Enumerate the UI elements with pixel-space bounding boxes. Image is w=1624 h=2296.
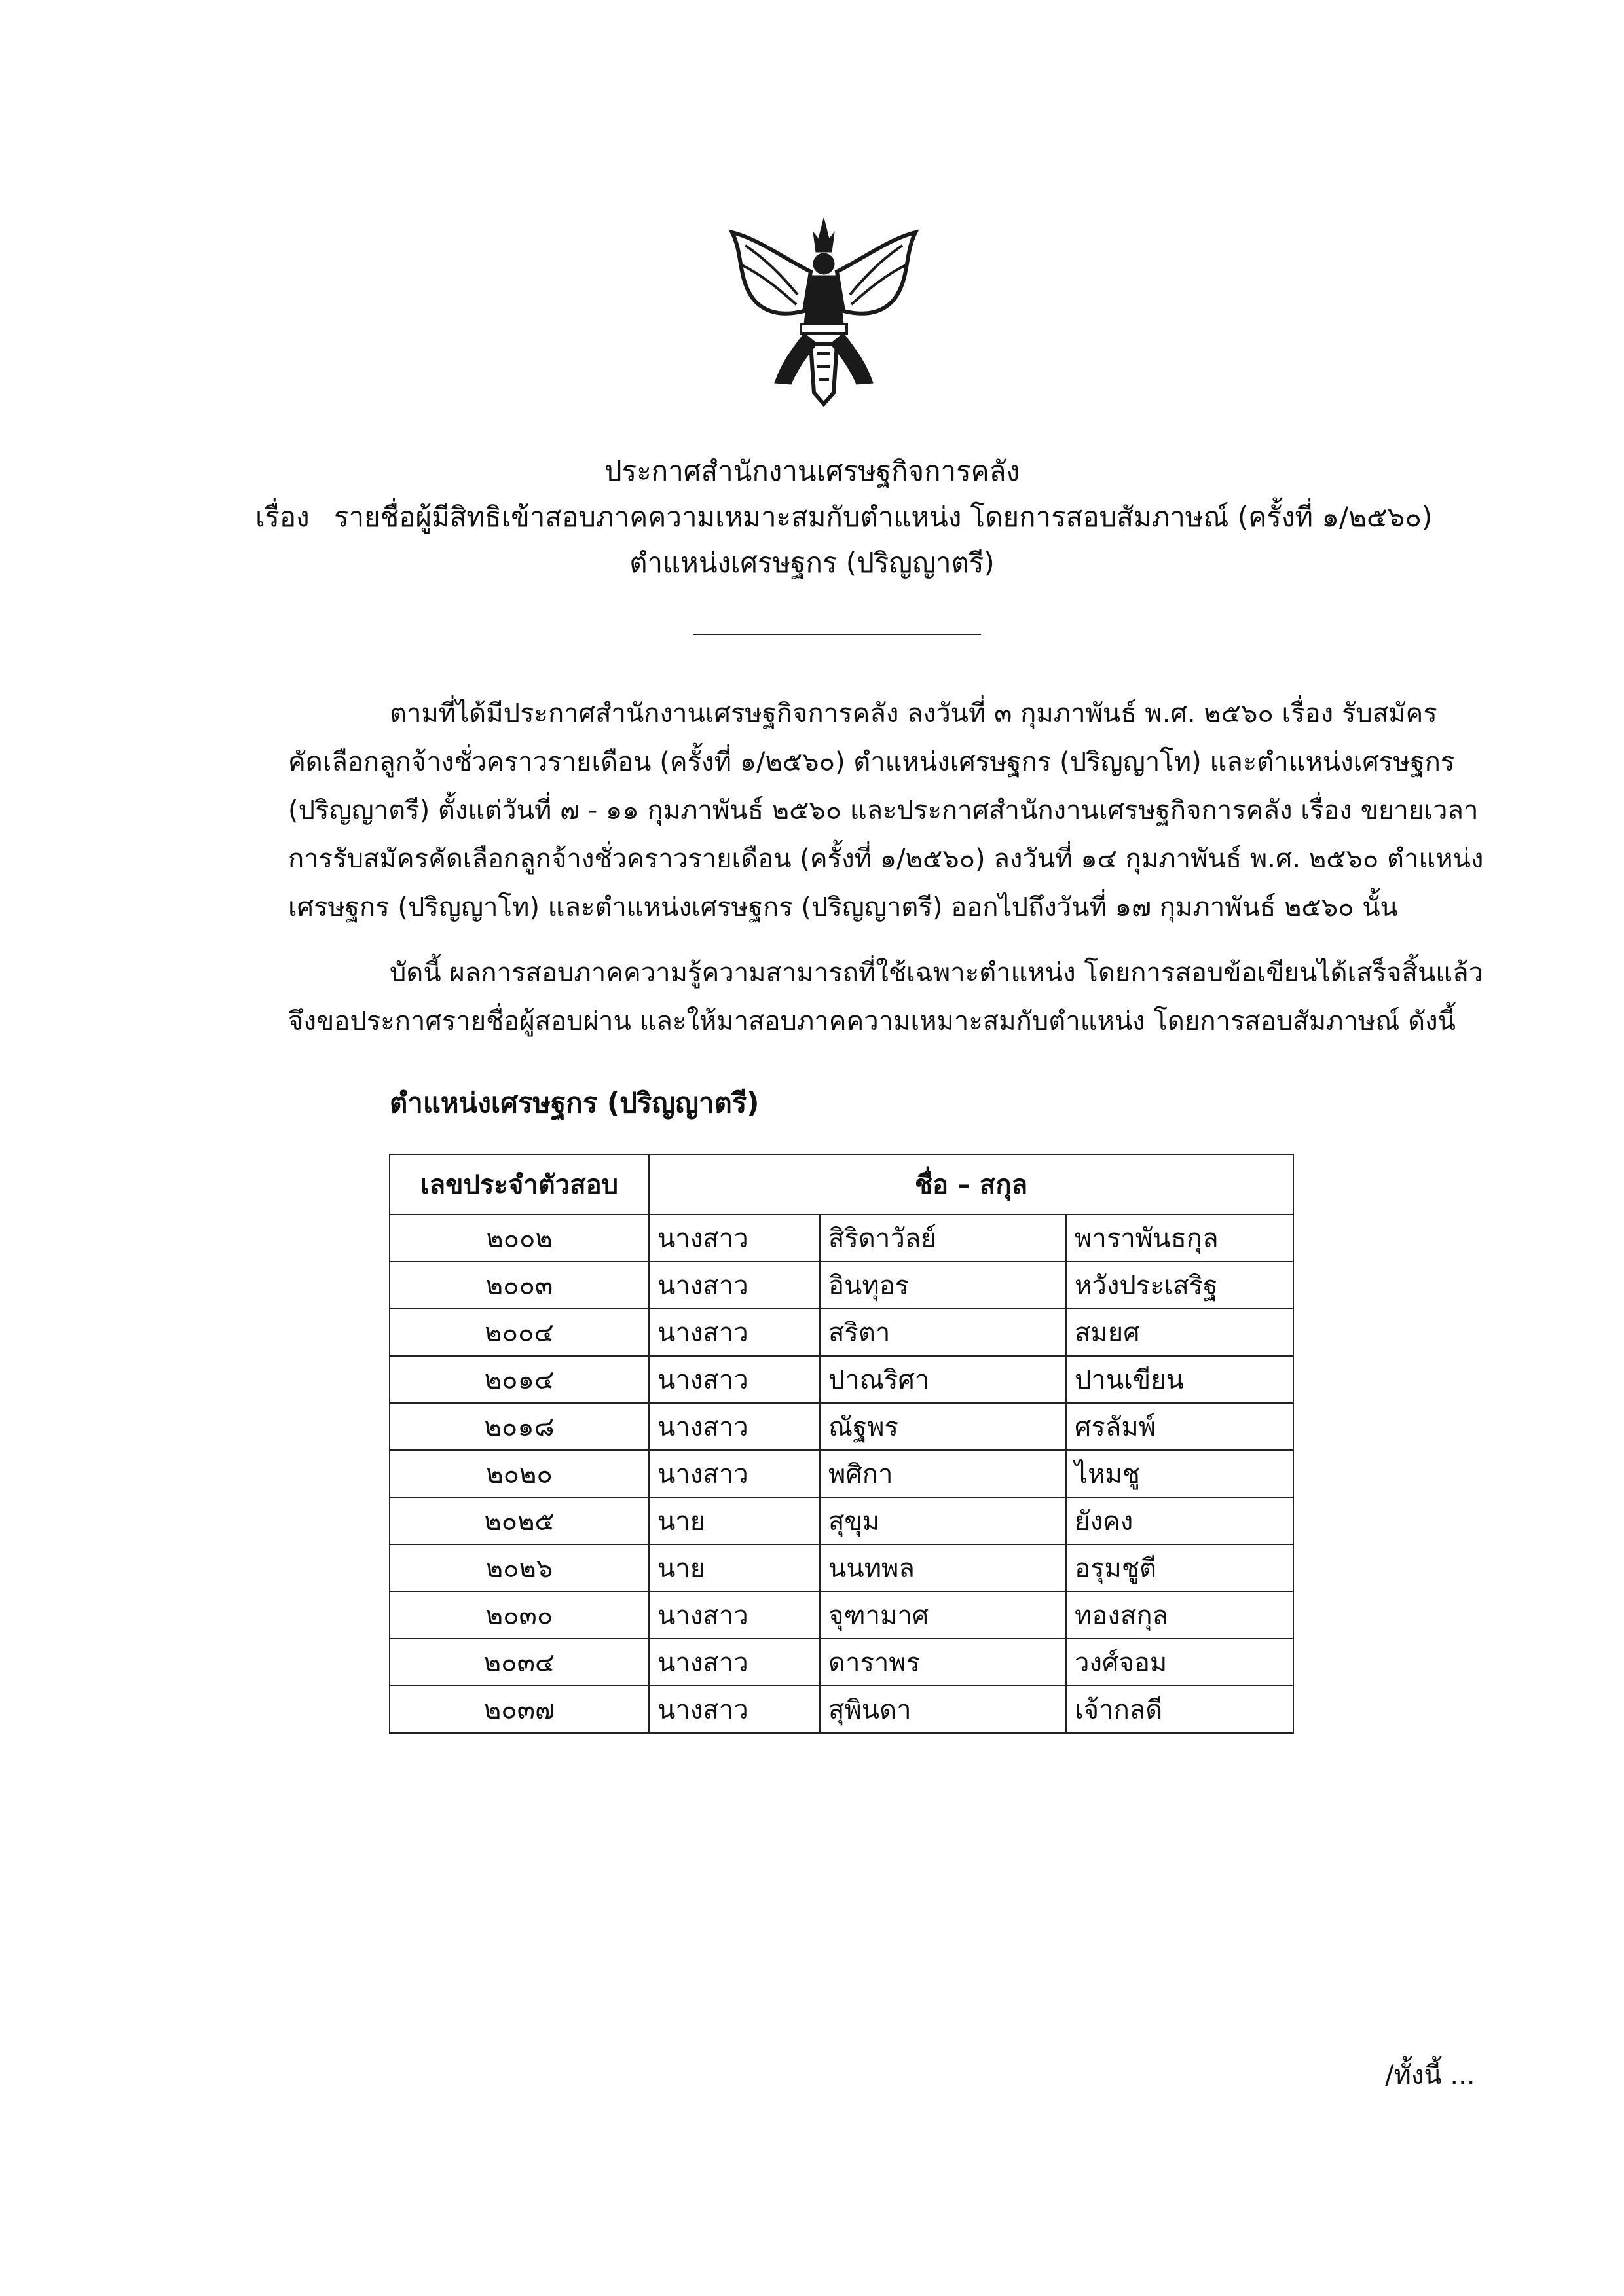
announcement-title: ประกาศสำนักงานเศรษฐกิจการคลัง [604, 455, 1020, 487]
name-title-cell: นางสาว [649, 1309, 820, 1356]
last-name-cell: หวังประเสริฐ [1066, 1262, 1293, 1309]
exam-id-cell: ๒๐๓๔ [390, 1639, 649, 1686]
first-name-cell: สุขุม [820, 1497, 1066, 1544]
first-name-cell: ปาณริศา [820, 1356, 1066, 1403]
last-name-cell: วงศ์จอม [1066, 1639, 1293, 1686]
first-name-cell: พศิกา [820, 1450, 1066, 1497]
first-name-cell: จุฑามาศ [820, 1592, 1066, 1639]
name-title-cell: นางสาว [649, 1592, 820, 1639]
position-heading: ตำแหน่งเศรษฐกร (ปริญญาตรี) [629, 547, 995, 579]
subject-label: เรื่อง [255, 501, 310, 533]
first-name-cell: ดาราพร [820, 1639, 1066, 1686]
exam-id-cell: ๒๐๐๒ [390, 1214, 649, 1262]
garuda-emblem-icon [719, 213, 929, 409]
exam-id-cell: ๒๐๑๔ [390, 1356, 649, 1403]
table-row [390, 1309, 1293, 1356]
first-name-cell: ณัฐพร [820, 1403, 1066, 1450]
first-name-cell: สิริดาวัลย์ [820, 1214, 1066, 1262]
table-row [390, 1262, 1293, 1309]
name-title-cell: นางสาว [649, 1262, 820, 1309]
exam-id-cell: ๒๐๐๔ [390, 1309, 649, 1356]
paragraph-line: การรับสมัครคัดเลือกลูกจ้างชั่วคราวรายเดือน (ครั้งที่ ๑/๒๕๖๐) ลงวันที่ ๑๔ กุมภาพันธ์ พ.ศ. ๒๕๖๐ ตำแหน่ง [288, 844, 1484, 874]
last-name-cell: ปานเขียน [1066, 1356, 1293, 1403]
subject-text: รายชื่อผู้มีสิทธิเข้าสอบภาคความเหมาะสมกับตำแหน่ง โดยการสอบสัมภาษณ์ (ครั้งที่ ๑/๒๕๖๐) [334, 501, 1433, 533]
header-exam-id: เลขประจำตัวสอบ [390, 1154, 649, 1214]
paragraph-line: (ปริญญาตรี) ตั้งแต่วันที่ ๗ - ๑๑ กุมภาพันธ์ ๒๕๖๐ และประกาศสำนักงานเศรษฐกิจการคลัง เรื่อง ขยายเวลา [288, 795, 1479, 826]
exam-id-cell: ๒๐๒๖ [390, 1544, 649, 1592]
table-row [390, 1403, 1293, 1450]
last-name-cell: พาราพันธกุล [1066, 1214, 1293, 1262]
table-row [390, 1639, 1293, 1686]
table-row [390, 1544, 1293, 1592]
first-name-cell: อินทุอร [820, 1262, 1066, 1309]
paragraph-line: ตามที่ได้มีประกาศสำนักงานเศรษฐกิจการคลัง ลงวันที่ ๓ กุมภาพันธ์ พ.ศ. ๒๕๖๐ เรื่อง รับสมัคร [390, 699, 1437, 729]
name-title-cell: นางสาว [649, 1450, 820, 1497]
paragraph-line: คัดเลือกลูกจ้างชั่วคราวรายเดือน (ครั้งที่ ๑/๒๕๖๐) ตำแหน่งเศรษฐกร (ปริญญาโท) และตำแหน่งเศรษฐกร [288, 747, 1455, 777]
title-divider [693, 634, 981, 635]
name-title-cell: นางสาว [649, 1356, 820, 1403]
paragraph-line: บัดนี้ ผลการสอบภาคความรู้ความสามารถที่ใช้เฉพาะตำแหน่ง โดยการสอบข้อเขียนได้เสร็จสิ้นแล้ว [390, 958, 1484, 988]
last-name-cell: ทองสกุล [1066, 1592, 1293, 1639]
section-title: ตำแหน่งเศรษฐกร (ปริญญาตรี) [390, 1087, 760, 1119]
last-name-cell: ศรลัมพ์ [1066, 1403, 1293, 1450]
exam-id-cell: ๒๐๑๘ [390, 1403, 649, 1450]
candidate-table [389, 1154, 1294, 1734]
name-title-cell: นาย [649, 1544, 820, 1592]
last-name-cell: ไหมชู [1066, 1450, 1293, 1497]
exam-id-cell: ๒๐๓๗ [390, 1686, 649, 1733]
name-title-cell: นางสาว [649, 1214, 820, 1262]
subject-line [255, 498, 1432, 537]
table-row [390, 1497, 1293, 1544]
table-row [390, 1356, 1293, 1403]
paragraph-line: จึงขอประกาศรายชื่อผู้สอบผ่าน และให้มาสอบภาคความเหมาะสมกับตำแหน่ง โดยการสอบสัมภาษณ์ ดังนี้ [288, 1006, 1456, 1036]
last-name-cell: อรุมชูตี [1066, 1544, 1293, 1592]
header-full-name: ชื่อ – สกุล [649, 1154, 1293, 1214]
table-row [390, 1592, 1293, 1639]
exam-id-cell: ๒๐๒๕ [390, 1497, 649, 1544]
last-name-cell: เจ้ากลดี [1066, 1686, 1293, 1733]
last-name-cell: ยังคง [1066, 1497, 1293, 1544]
table-row [390, 1214, 1293, 1262]
exam-id-cell: ๒๐๓๐ [390, 1592, 649, 1639]
name-title-cell: นางสาว [649, 1403, 820, 1450]
first-name-cell: สริตา [820, 1309, 1066, 1356]
paragraph-line: เศรษฐกร (ปริญญาโท) และตำแหน่งเศรษฐกร (ปริญญาตรี) ออกไปถึงวันที่ ๑๗ กุมภาพันธ์ ๒๕๖๐ นั้น [288, 892, 1398, 922]
name-title-cell: นางสาว [649, 1639, 820, 1686]
name-title-cell: นาย [649, 1497, 820, 1544]
first-name-cell: สุพินดา [820, 1686, 1066, 1733]
exam-id-cell: ๒๐๐๓ [390, 1262, 649, 1309]
table-row [390, 1686, 1293, 1733]
exam-id-cell: ๒๐๒๐ [390, 1450, 649, 1497]
table-body [390, 1214, 1293, 1733]
continuation-note: /ทั้งนี้ ... [1385, 2060, 1475, 2090]
table-row [390, 1450, 1293, 1497]
name-title-cell: นางสาว [649, 1686, 820, 1733]
last-name-cell: สมยศ [1066, 1309, 1293, 1356]
table-header-row [390, 1154, 1293, 1214]
first-name-cell: นนทพล [820, 1544, 1066, 1592]
